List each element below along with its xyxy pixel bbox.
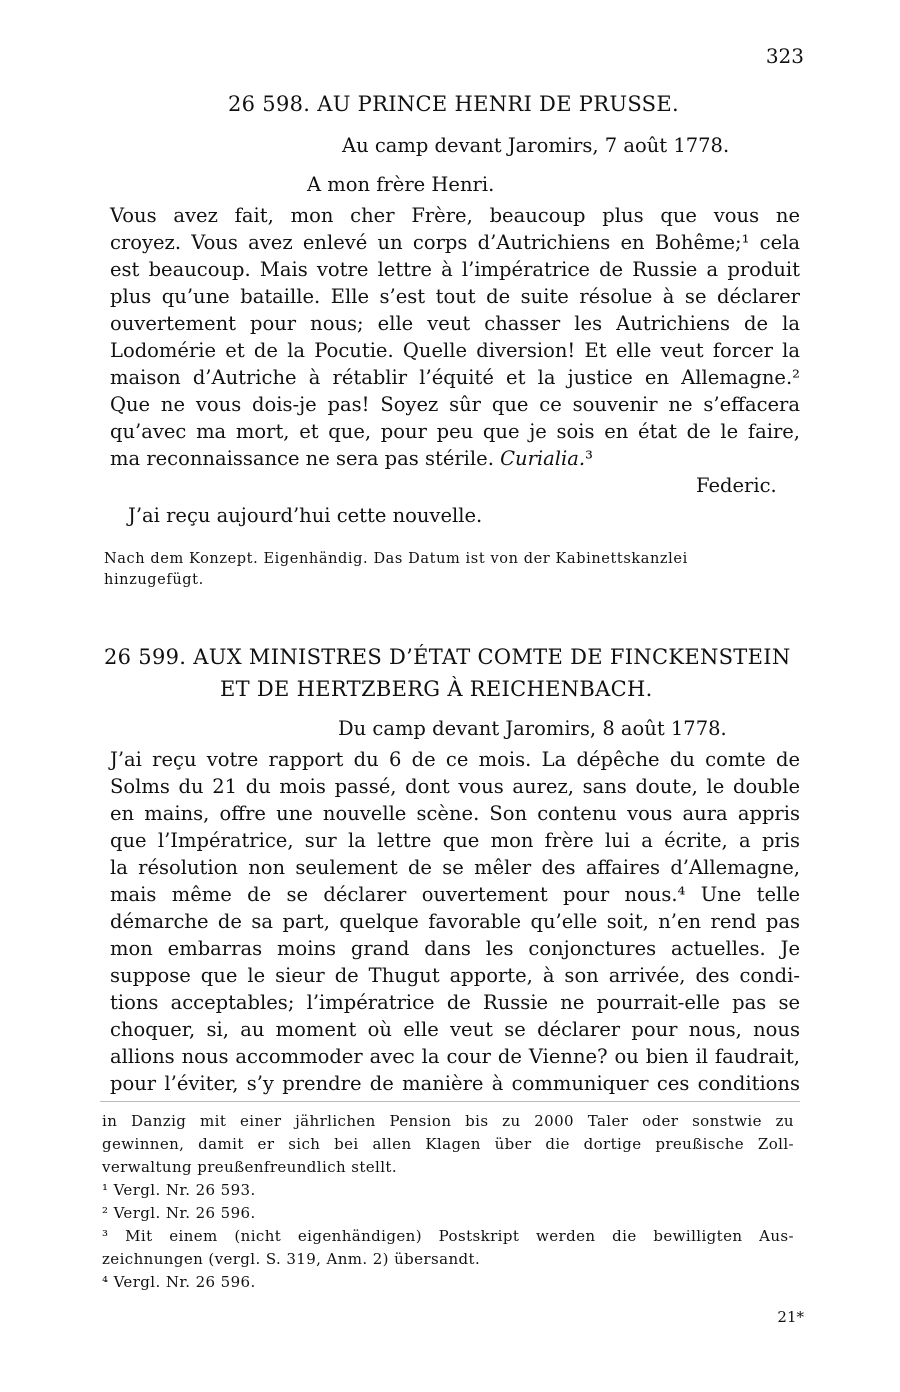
letter-2-heading-line-2: ET DE HERTZBERG À REICHENBACH. [220, 677, 653, 701]
letter-1-source-note: Nach dem Konzept. Eigenhändig. Das Datum ist von der Kabinettskanzlei [104, 551, 688, 567]
letter-2-line: que l’Impératrice, sur la lettre que mon frère lui a écrite, a pris [110, 829, 800, 852]
letter-2-line: mais même de se déclarer ouvertement pour nous.⁴ Une telle [110, 883, 800, 906]
letter-2-heading-line-1: 26 599. AUX MINISTRES D’ÉTAT COMTE DE FINCKENSTEIN [104, 645, 791, 669]
letter-1-line: qu’avec ma mort, et que, pour peu que je sois en état de le faire, [110, 420, 800, 443]
footnote-line: verwaltung preußenfreundlich stellt. [102, 1158, 398, 1176]
letter-2-line: J’ai reçu votre rapport du 6 de ce mois. La dépêche du comte de [110, 748, 800, 771]
letter-1-line: Que ne vous dois-je pas! Soyez sûr que ce souvenir ne s’effacera [110, 393, 800, 416]
letter-2-line: choquer, si, au moment où elle veut se déclarer pour nous, nous [110, 1018, 800, 1041]
letter-2-line: en mains, offre une nouvelle scène. Son contenu vous aura appris [110, 802, 800, 825]
footnote-2: ² Vergl. Nr. 26 596. [102, 1204, 256, 1222]
letter-2-line: Solms du 21 du mois passé, dont vous aurez, sans doute, le double [110, 775, 800, 798]
footnote-mark-3: ³ [585, 447, 593, 470]
letter-1-line: Lodomérie et de la Pocutie. Quelle diversion! Et elle veut forcer la [110, 339, 800, 362]
letter-1-place-date: Au camp devant Jaromirs, 7 août 1778. [342, 134, 730, 157]
letter-2-line: mon embarras moins grand dans les conjonctures actuelles. Je [110, 937, 800, 960]
letter-1-heading: 26 598. AU PRINCE HENRI DE PRUSSE. [228, 92, 679, 116]
footnote-1: ¹ Vergl. Nr. 26 593. [102, 1181, 256, 1199]
letter-1-line: plus qu’une bataille. Elle s’est tout de suite résolue à se déclarer [110, 285, 800, 308]
letter-1-postscript: J’ai reçu aujourd’hui cette nouvelle. [128, 504, 483, 527]
letter-1-line: est beaucoup. Mais votre lettre à l’impératrice de Russie a produit [110, 258, 800, 281]
letter-1-line: croyez. Vous avez enlevé un corps d’Autrichiens en Bohême;¹ cela [110, 231, 800, 254]
letter-1-source-note: hinzugefügt. [104, 572, 204, 588]
footnote-3-continued: zeichnungen (vergl. S. 319, Anm. 2) übersandt. [102, 1250, 481, 1268]
letter-1-last-line [110, 445, 800, 472]
letter-1-line: Vous avez fait, mon cher Frère, beaucoup plus que vous ne [110, 204, 800, 227]
curialia: Curialia. [500, 447, 586, 470]
letter-2-place-date: Du camp devant Jaromirs, 8 août 1778. [338, 717, 727, 740]
footnote-4: ⁴ Vergl. Nr. 26 596. [102, 1273, 256, 1291]
letter-2-line: suppose que le sieur de Thugut apporte, à son arrivée, des condi- [110, 964, 800, 987]
letter-2-line: tions acceptables; l’impératrice de Russie ne pourrait-elle pas se [110, 991, 800, 1014]
footnote-line: in Danzig mit einer jährlichen Pension bis zu 2000 Taler oder sonstwie zu [102, 1112, 794, 1130]
footnote-3: ³ Mit einem (nicht eigenhändigen) Postskript werden die bewilligten Aus- [102, 1227, 794, 1245]
page-number: 323 [765, 44, 804, 68]
letter-1-signature: Federic. [696, 474, 777, 497]
letter-1-salutation: A mon frère Henri. [307, 173, 495, 196]
signature-mark: 21* [777, 1308, 804, 1326]
letter-1-line: ouvertement pour nous; elle veut chasser les Autrichiens de la [110, 312, 800, 335]
footnote-separator [100, 1101, 800, 1102]
letter-2-line: allions nous accommoder avec la cour de Vienne? ou bien il faudrait, [110, 1045, 800, 1068]
letter-1-line: maison d’Autriche à rétablir l’équité et la justice en Allemagne.² [110, 366, 800, 389]
letter-2-line: démarche de sa part, quelque favorable qu’elle soit, n’en rend pas [110, 910, 800, 933]
letter-2-line: pour l’éviter, s’y prendre de manière à communiquer ces conditions [110, 1072, 800, 1095]
footnote-line: gewinnen, damit er sich bei allen Klagen über die dortige preußische Zoll- [102, 1135, 794, 1153]
letter-1-line: ma reconnaissance ne sera pas stérile. [110, 447, 494, 470]
letter-2-line: la résolution non seulement de se mêler des affaires d’Allemagne, [110, 856, 800, 879]
